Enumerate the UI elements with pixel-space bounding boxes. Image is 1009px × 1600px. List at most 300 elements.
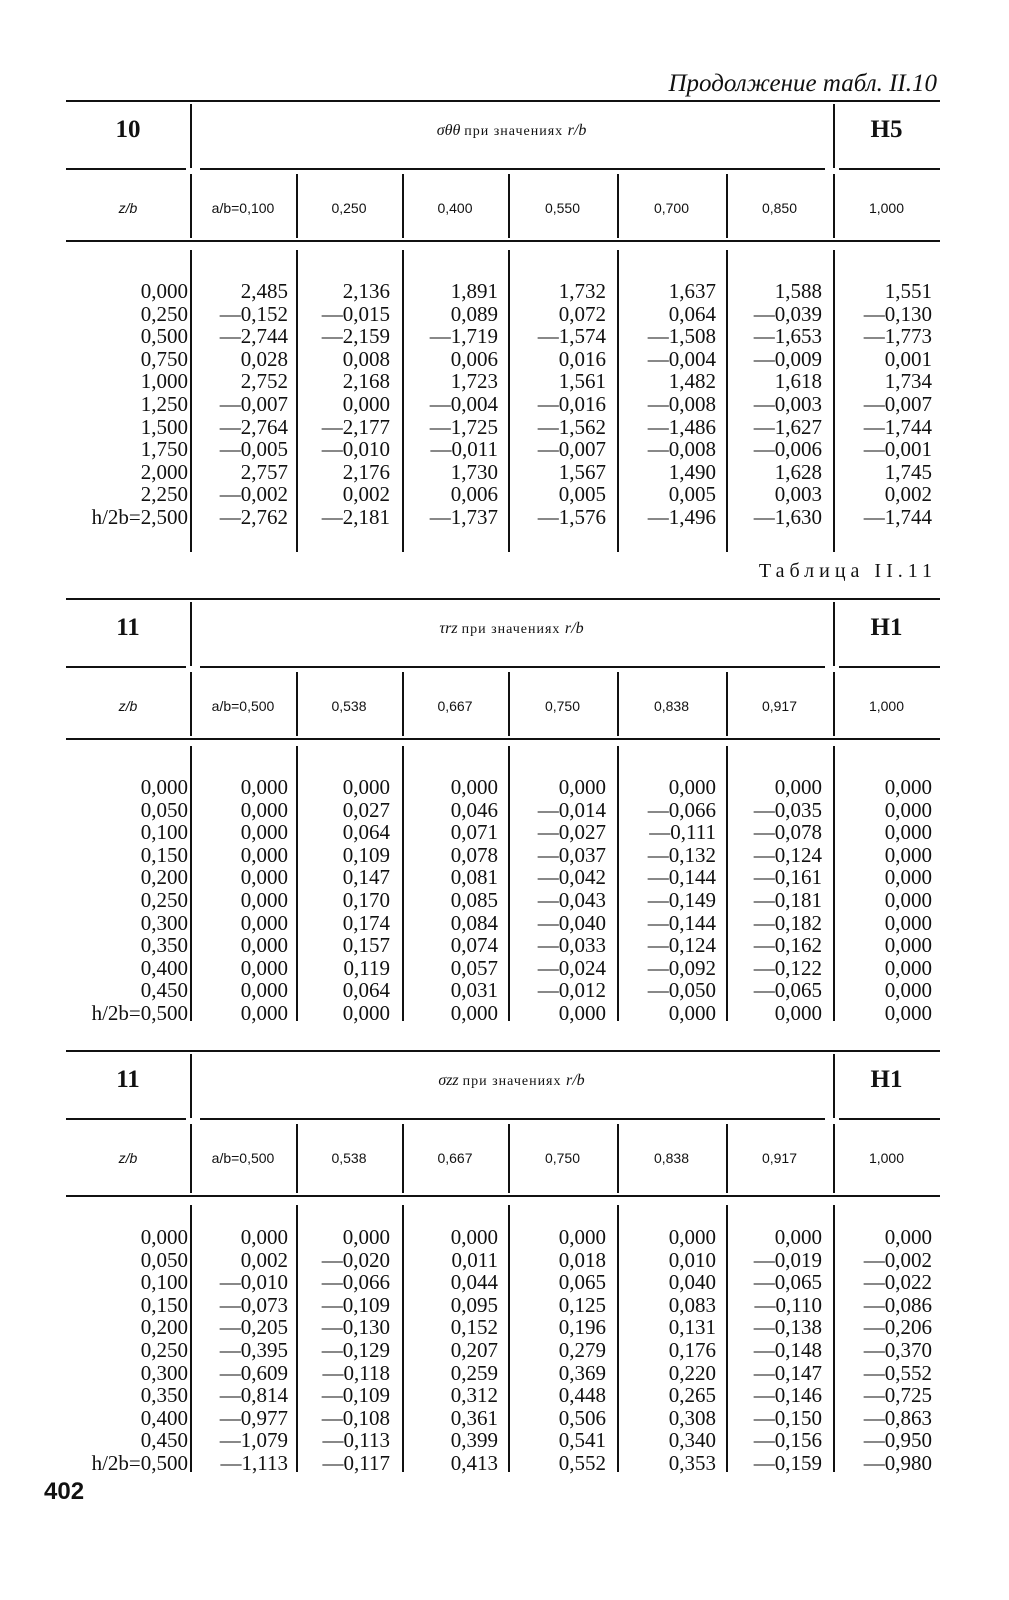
table-cell: 0,353 [668, 1450, 716, 1475]
table-cell: 0,000 [240, 1225, 288, 1249]
z-value: 1,500 [140, 414, 188, 439]
z-value: 0,300 [140, 1360, 188, 1385]
table-cell: 0,002 [240, 1247, 288, 1272]
table-cell: —1,719 [429, 324, 498, 349]
table-cell: 0,174 [342, 910, 390, 935]
table-cell: 0,071 [450, 820, 498, 845]
header-rule-right [839, 168, 940, 170]
table-cell: —0,043 [537, 887, 606, 912]
table-cell: —0,010 [321, 437, 390, 462]
z-value: 0,750 [140, 346, 188, 371]
column-header: 0,917 [761, 698, 798, 714]
column-header: a/b=0,500 [211, 698, 275, 714]
table-cell: 0,312 [450, 1383, 498, 1408]
header-rule-mid [200, 168, 825, 170]
table-cell: 0,005 [668, 482, 716, 507]
stress-symbol: σzz [438, 1072, 463, 1089]
table-cell: 0,000 [240, 797, 288, 822]
top-rule [66, 100, 940, 102]
table-cell: 0,000 [558, 1225, 606, 1249]
table-cell: 2,136 [342, 279, 390, 303]
table-cell: 0,000 [450, 1000, 498, 1025]
header-rule-left [66, 1118, 186, 1120]
table-cell: 1,561 [558, 369, 606, 394]
z-value: 0,250 [140, 887, 188, 912]
table-cell: 0,002 [342, 482, 390, 507]
table-cell: —2,177 [321, 414, 390, 439]
table-cell: 0,085 [450, 887, 498, 912]
table-cell: —0,008 [647, 437, 716, 462]
table-cell: —0,144 [647, 865, 716, 890]
table-cell: 0,000 [240, 910, 288, 935]
table-cell: 0,000 [558, 775, 606, 799]
table-cell: 0,361 [450, 1405, 498, 1430]
column-header: 0,538 [331, 1150, 367, 1166]
table-cell: 0,448 [558, 1383, 606, 1408]
z-value: 0,250 [140, 1337, 188, 1362]
z-value: 1,000 [140, 369, 188, 394]
table-cell: —0,033 [537, 933, 606, 958]
table-cell: —1,725 [429, 414, 498, 439]
top-rule [66, 1050, 940, 1052]
table-cell: —0,144 [647, 910, 716, 935]
table-cell: —0,980 [863, 1450, 932, 1475]
table-cell: —0,004 [647, 346, 716, 371]
table-cell: —0,122 [753, 955, 822, 980]
table-cell: 2,485 [240, 279, 288, 303]
table-cell: 0,000 [884, 820, 932, 845]
table-cell: 0,000 [668, 1225, 716, 1249]
table-cell: 0,001 [884, 346, 932, 371]
table-cell: —0,156 [753, 1428, 822, 1453]
table-cell: —0,132 [647, 842, 716, 867]
z-value: 0,100 [140, 1270, 188, 1295]
table-cell: —1,627 [753, 414, 822, 439]
table-cell: —0,206 [863, 1315, 932, 1340]
table-cell: 0,000 [450, 775, 498, 799]
table-cell: 0,089 [450, 301, 498, 326]
table-cell: —0,161 [753, 865, 822, 890]
value-column [192, 280, 288, 529]
table-cell: 0,000 [240, 842, 288, 867]
table-cell: —0,066 [647, 797, 716, 822]
table-cell: —0,977 [219, 1405, 288, 1430]
table-cell: —0,011 [430, 437, 498, 462]
table-cell: 0,000 [240, 865, 288, 890]
table-cell: 0,003 [774, 482, 822, 507]
table-cell: —1,079 [219, 1428, 288, 1453]
column-header: 1,000 [868, 200, 905, 216]
table-cell: 0,000 [450, 1225, 498, 1249]
table-cell: 0,109 [342, 842, 390, 867]
z-value: 0,350 [140, 1383, 188, 1408]
table-cell: —0,019 [753, 1247, 822, 1272]
header-rule-left [66, 666, 186, 668]
table-cell: —0,814 [219, 1383, 288, 1408]
value-column [728, 776, 822, 1025]
table-caption [190, 620, 833, 638]
z-value: h/2b=2,500 [91, 504, 188, 529]
table-cell: 0,399 [450, 1428, 498, 1453]
value-column [835, 1226, 932, 1475]
table-cell: 0,072 [558, 301, 606, 326]
table-cell: 0,000 [240, 1000, 288, 1025]
table-cell: —0,146 [753, 1383, 822, 1408]
table-cell: 1,482 [668, 369, 716, 394]
table-cell: 0,000 [342, 1000, 390, 1025]
table-cell: 0,018 [558, 1247, 606, 1272]
table-cell: 0,000 [240, 887, 288, 912]
table-cell: 0,506 [558, 1405, 606, 1430]
table-tag: H5 [870, 116, 903, 143]
table-cell: 0,000 [240, 775, 288, 799]
z-value: 0,400 [140, 955, 188, 980]
table-cell: —0,609 [219, 1360, 288, 1385]
table-cell: 0,152 [450, 1315, 498, 1340]
column-header: 0,850 [761, 200, 798, 216]
table-cell: 0,010 [668, 1247, 716, 1272]
table-number: 11 [116, 614, 140, 641]
table-cell: 1,723 [450, 369, 498, 394]
table-cell: 0,119 [343, 955, 390, 980]
column-header: a/b=0,500 [211, 1150, 275, 1166]
table-cell: —0,078 [753, 820, 822, 845]
table-cell: —0,147 [753, 1360, 822, 1385]
value-column [728, 1226, 822, 1475]
column-header: 0,750 [544, 1150, 581, 1166]
table-cell: —0,022 [863, 1270, 932, 1295]
table-11-sigma-zz [66, 1050, 940, 1475]
table-cell: —0,001 [863, 437, 932, 462]
table-cell: 1,732 [558, 279, 606, 303]
column-header-rule [66, 240, 940, 242]
table-cell: 0,005 [558, 482, 606, 507]
table-cell: 0,220 [668, 1360, 716, 1385]
table-tag: H1 [870, 614, 903, 641]
table-cell: 0,000 [884, 933, 932, 958]
table-cell: —0,039 [753, 301, 822, 326]
table-cell: 0,000 [668, 775, 716, 799]
column-header-rule [66, 1195, 940, 1197]
table-cell: —0,130 [321, 1315, 390, 1340]
table-cell: 0,000 [884, 865, 932, 890]
table-cell: —2,764 [219, 414, 288, 439]
table-cell: —0,159 [753, 1450, 822, 1475]
table-cell: —0,109 [321, 1383, 390, 1408]
table-10-sigma-thetatheta [66, 100, 940, 552]
table-cell: —0,950 [863, 1428, 932, 1453]
z-value: 0,300 [140, 910, 188, 935]
table-cell: —0,040 [537, 910, 606, 935]
table-cell: 0,552 [558, 1450, 606, 1475]
table-cell: 0,000 [884, 978, 932, 1003]
table-title: Таблица II.11 [758, 560, 937, 582]
table-cell: 0,000 [774, 1000, 822, 1025]
table-cell: 0,000 [884, 887, 932, 912]
table-cell: 0,000 [884, 1225, 932, 1249]
table-tag: H1 [870, 1066, 903, 1093]
table-cell: 0,074 [450, 933, 498, 958]
table-cell: —0,370 [863, 1337, 932, 1362]
value-column [298, 776, 390, 1025]
table-cell: —2,744 [219, 324, 288, 349]
header-rule-left [66, 168, 186, 170]
value-column [835, 776, 932, 1025]
table-cell: —0,092 [647, 955, 716, 980]
z-value: 0,000 [140, 775, 188, 799]
table-cell: 1,618 [774, 369, 822, 394]
table-cell: —0,014 [537, 797, 606, 822]
z-value: 0,050 [140, 1247, 188, 1272]
table-cell: 0,044 [450, 1270, 498, 1295]
table-cell: —0,016 [537, 391, 606, 416]
value-column [619, 776, 716, 1025]
table-cell: 1,734 [884, 369, 932, 394]
z-value: 0,200 [140, 865, 188, 890]
caption-words: при значениях [464, 124, 568, 139]
table-cell: 2,168 [342, 369, 390, 394]
column-header: 0,750 [544, 698, 581, 714]
column-header: 0,667 [437, 1150, 473, 1166]
table-cell: —0,005 [219, 437, 288, 462]
table-cell: 0,031 [450, 978, 498, 1003]
table-cell: —1,630 [753, 504, 822, 529]
table-number: 11 [116, 1066, 140, 1093]
value-column [619, 1226, 716, 1475]
stress-symbol: τrz [439, 620, 462, 637]
table-cell: —0,037 [537, 842, 606, 867]
table-cell: —0,138 [753, 1315, 822, 1340]
table-cell: —0,130 [863, 301, 932, 326]
table-cell: 0,147 [342, 865, 390, 890]
table-cell: —0,113 [322, 1428, 390, 1453]
table-cell: 1,891 [450, 279, 498, 303]
table-cell: —0,020 [321, 1247, 390, 1272]
column-header: 1,000 [868, 698, 905, 714]
z-value: 0,500 [140, 324, 188, 349]
value-column [510, 1226, 606, 1475]
column-header: 0,700 [653, 200, 690, 216]
header-rule-right [839, 666, 940, 668]
table-cell: 1,730 [450, 459, 498, 484]
table-cell: 0,028 [240, 346, 288, 371]
table-cell: —1,737 [429, 504, 498, 529]
value-column [510, 776, 606, 1025]
value-column [298, 1226, 390, 1475]
table-cell: —0,006 [753, 437, 822, 462]
table-cell: —1,562 [537, 414, 606, 439]
z-header: z/b [118, 1150, 138, 1166]
table-cell: 1,567 [558, 459, 606, 484]
table-cell: —0,009 [753, 346, 822, 371]
table-cell: —0,002 [219, 482, 288, 507]
z-value: 0,450 [140, 978, 188, 1003]
table-cell: —1,486 [647, 414, 716, 439]
table-cell: 0,083 [668, 1292, 716, 1317]
column-header: 0,917 [761, 1150, 798, 1166]
table-cell: —0,181 [753, 887, 822, 912]
table-cell: 0,000 [342, 775, 390, 799]
table-11-tau-rz [66, 598, 940, 1025]
table-cell: 0,000 [884, 797, 932, 822]
table-cell: 0,000 [240, 955, 288, 980]
table-cell: 0,084 [450, 910, 498, 935]
z-value: h/2b=0,500 [91, 1000, 188, 1025]
table-cell: —0,035 [753, 797, 822, 822]
table-cell: 0,057 [450, 955, 498, 980]
column-header: 1,000 [868, 1150, 905, 1166]
table-cell: —0,003 [753, 391, 822, 416]
z-value: 1,750 [140, 437, 188, 462]
table-cell: 0,176 [668, 1337, 716, 1362]
table-cell: 0,040 [668, 1270, 716, 1295]
column-header: 0,400 [437, 200, 473, 216]
table-cell: —0,129 [321, 1337, 390, 1362]
table-cell: —0,863 [863, 1405, 932, 1430]
z-header: z/b [118, 200, 138, 216]
value-column [192, 1226, 288, 1475]
table-cell: 0,170 [342, 887, 390, 912]
table-cell: 0,064 [668, 301, 716, 326]
table-cell: 0,279 [558, 1337, 606, 1362]
table-cell: —2,159 [321, 324, 390, 349]
table-cell: 0,095 [450, 1292, 498, 1317]
table-cell: —0,066 [321, 1270, 390, 1295]
caption-words: при значениях [461, 622, 565, 637]
header-rule-mid [200, 666, 825, 668]
table-cell: —0,124 [753, 842, 822, 867]
value-column [835, 280, 932, 529]
table-cell: —0,027 [537, 820, 606, 845]
column-header: 0,667 [437, 698, 473, 714]
value-column [728, 280, 822, 529]
table-cell: 1,745 [884, 459, 932, 484]
table-cell: —0,007 [863, 391, 932, 416]
z-value: 2,000 [140, 459, 188, 484]
z-value: 0,150 [140, 1292, 188, 1317]
z-value: 0,350 [140, 933, 188, 958]
table-cell: —0,148 [753, 1337, 822, 1362]
table-cell: —2,762 [219, 504, 288, 529]
table-cell: —0,110 [754, 1292, 822, 1317]
table-cell: —0,118 [322, 1360, 390, 1385]
table-cell: —0,015 [321, 301, 390, 326]
table-cell: 0,000 [342, 1225, 390, 1249]
z-values-column [46, 280, 188, 529]
table-cell: —0,008 [647, 391, 716, 416]
table-cell: —1,773 [863, 324, 932, 349]
table-cell: —0,150 [753, 1405, 822, 1430]
table-cell: —0,725 [863, 1383, 932, 1408]
z-value: h/2b=0,500 [91, 1450, 188, 1475]
table-cell: 0,000 [240, 933, 288, 958]
table-cell: 0,308 [668, 1405, 716, 1430]
value-column [192, 776, 288, 1025]
table-cell: 1,551 [884, 279, 932, 303]
table-cell: 0,027 [342, 797, 390, 822]
column-header: 0,838 [653, 698, 690, 714]
table-cell: 0,000 [884, 910, 932, 935]
z-values-column [46, 776, 188, 1025]
table-cell: —0,050 [647, 978, 716, 1003]
value-column [510, 280, 606, 529]
table-cell: —0,065 [753, 978, 822, 1003]
table-cell: —1,508 [647, 324, 716, 349]
column-header: 0,838 [653, 1150, 690, 1166]
table-cell: 0,265 [668, 1383, 716, 1408]
table-cell: —0,117 [322, 1450, 390, 1475]
table-cell: 0,008 [342, 346, 390, 371]
table-cell: —1,744 [863, 414, 932, 439]
value-column [619, 280, 716, 529]
z-value: 0,000 [140, 279, 188, 303]
table-cell: —0,012 [537, 978, 606, 1003]
z-value: 0,150 [140, 842, 188, 867]
table-cell: —0,004 [429, 391, 498, 416]
table-cell: —0,149 [647, 887, 716, 912]
table-cell: —0,162 [753, 933, 822, 958]
table-cell: —1,113 [220, 1450, 288, 1475]
caption-variable: r/b [564, 620, 584, 637]
z-value: 0,100 [140, 820, 188, 845]
column-header: a/b=0,100 [211, 200, 275, 216]
table-cell: 0,016 [558, 346, 606, 371]
table-cell: 0,006 [450, 482, 498, 507]
value-column [404, 776, 498, 1025]
z-value: 0,000 [140, 1225, 188, 1249]
table-cell: 0,207 [450, 1337, 498, 1362]
table-cell: 0,006 [450, 346, 498, 371]
z-header: z/b [118, 698, 138, 714]
table-cell: 1,637 [668, 279, 716, 303]
table-cell: 0,000 [558, 1000, 606, 1025]
table-cell: —0,007 [219, 391, 288, 416]
table-cell: 0,000 [240, 820, 288, 845]
table-cell: 0,000 [342, 391, 390, 416]
table-cell: 0,413 [450, 1450, 498, 1475]
table-cell: 0,000 [884, 775, 932, 799]
table-cell: —0,010 [219, 1270, 288, 1295]
value-column [298, 280, 390, 529]
table-cell: 0,078 [450, 842, 498, 867]
table-cell: —1,576 [537, 504, 606, 529]
table-cell: 0,000 [774, 1225, 822, 1249]
table-cell: —0,007 [537, 437, 606, 462]
table-cell: —0,395 [219, 1337, 288, 1362]
column-header-rule [66, 738, 940, 740]
table-cell: 2,752 [240, 369, 288, 394]
z-value: 0,400 [140, 1405, 188, 1430]
table-cell: 0,340 [668, 1428, 716, 1453]
table-cell: —0,002 [863, 1247, 932, 1272]
caption-variable: r/b [567, 122, 587, 139]
stress-symbol: σθθ [436, 122, 465, 139]
table-number: 10 [115, 116, 141, 143]
table-cell: —0,182 [753, 910, 822, 935]
continuation-title: Продолжение табл. II.10 [668, 70, 937, 97]
page-number: 402 [44, 1478, 85, 1505]
table-cell: —0,205 [219, 1315, 288, 1340]
table-cell: —0,086 [863, 1292, 932, 1317]
table-cell: 0,125 [558, 1292, 606, 1317]
table-cell: 0,157 [342, 933, 390, 958]
table-cell: —0,152 [219, 301, 288, 326]
table-cell: —0,024 [537, 955, 606, 980]
value-column [404, 1226, 498, 1475]
column-header: 0,538 [331, 698, 367, 714]
table-cell: 0,000 [668, 1000, 716, 1025]
table-cell: 0,046 [450, 797, 498, 822]
